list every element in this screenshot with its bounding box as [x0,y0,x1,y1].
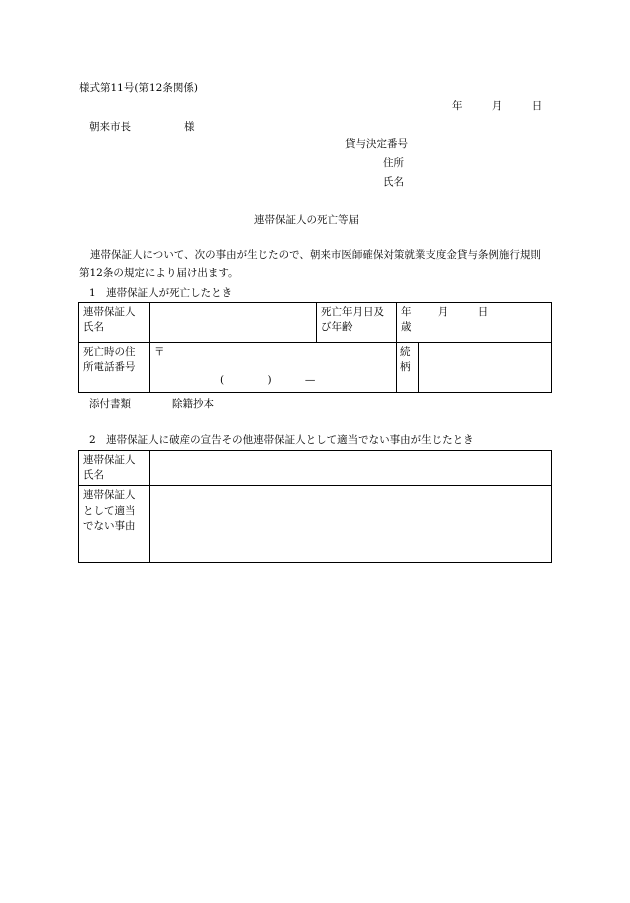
phone-number-row [220,373,315,388]
age-unit-label: 歳 [401,321,412,334]
address-phone-field[interactable] [150,343,397,393]
intro-paragraph: 連帯保証人について、次の事由が生じたので、朝来市医師確保対策就業支度金貸与条例施行規則第12条の規定により届け出ます。 [79,249,541,279]
date-year-label: 年 [452,100,463,112]
decision-number-label: 貸与決定番号 [345,138,408,150]
form-number: 様式第11号(第12条関係) [79,82,198,94]
death-date-age-label: 死亡年月日及び年齢 [317,303,397,343]
address-phone-label: 死亡時の住所電話番号 [79,343,150,393]
death-day-label: 日 [477,306,489,318]
date-month-label: 月 [491,100,503,112]
section2-heading: 2 連帯保証人に破産の宣告その他連帯保証人として適当でない事由が生じたとき [89,434,474,446]
date-day-label: 日 [531,100,543,112]
section1-table [78,302,552,393]
guarantor2-name-label: 連帯保証人氏名 [79,451,150,486]
guarantor-name-field[interactable] [150,303,317,343]
address-label: 住所 [383,157,404,169]
death-month-label: 月 [437,306,449,318]
attachment-label: 添付書類 [89,398,131,410]
section2-table [78,450,552,563]
addressee: 朝来市長 [89,121,131,133]
unsuitable-reason-label: 連帯保証人として適当でない事由 [79,486,150,563]
phone-close-paren: ) [267,374,272,386]
guarantor-name-label: 連帯保証人氏名 [79,303,150,343]
death-year-label: 年 [401,306,412,318]
submission-date [452,99,542,113]
phone-open-paren: ( [220,374,225,386]
honorific: 様 [184,121,195,133]
name-label: 氏名 [383,176,404,188]
phone-dash: — [304,374,316,386]
attachment-value: 除籍抄本 [172,398,214,410]
relationship-label: 続柄 [397,343,419,393]
death-date-age-field[interactable] [397,303,552,343]
guarantor2-name-field[interactable] [150,451,552,486]
relationship-field[interactable] [419,343,552,393]
unsuitable-reason-field[interactable] [150,486,552,563]
section1-heading: 1 連帯保証人が死亡したとき [89,287,233,299]
postal-mark: 〒 [154,346,165,358]
document-title: 連帯保証人の死亡等届 [254,214,359,226]
